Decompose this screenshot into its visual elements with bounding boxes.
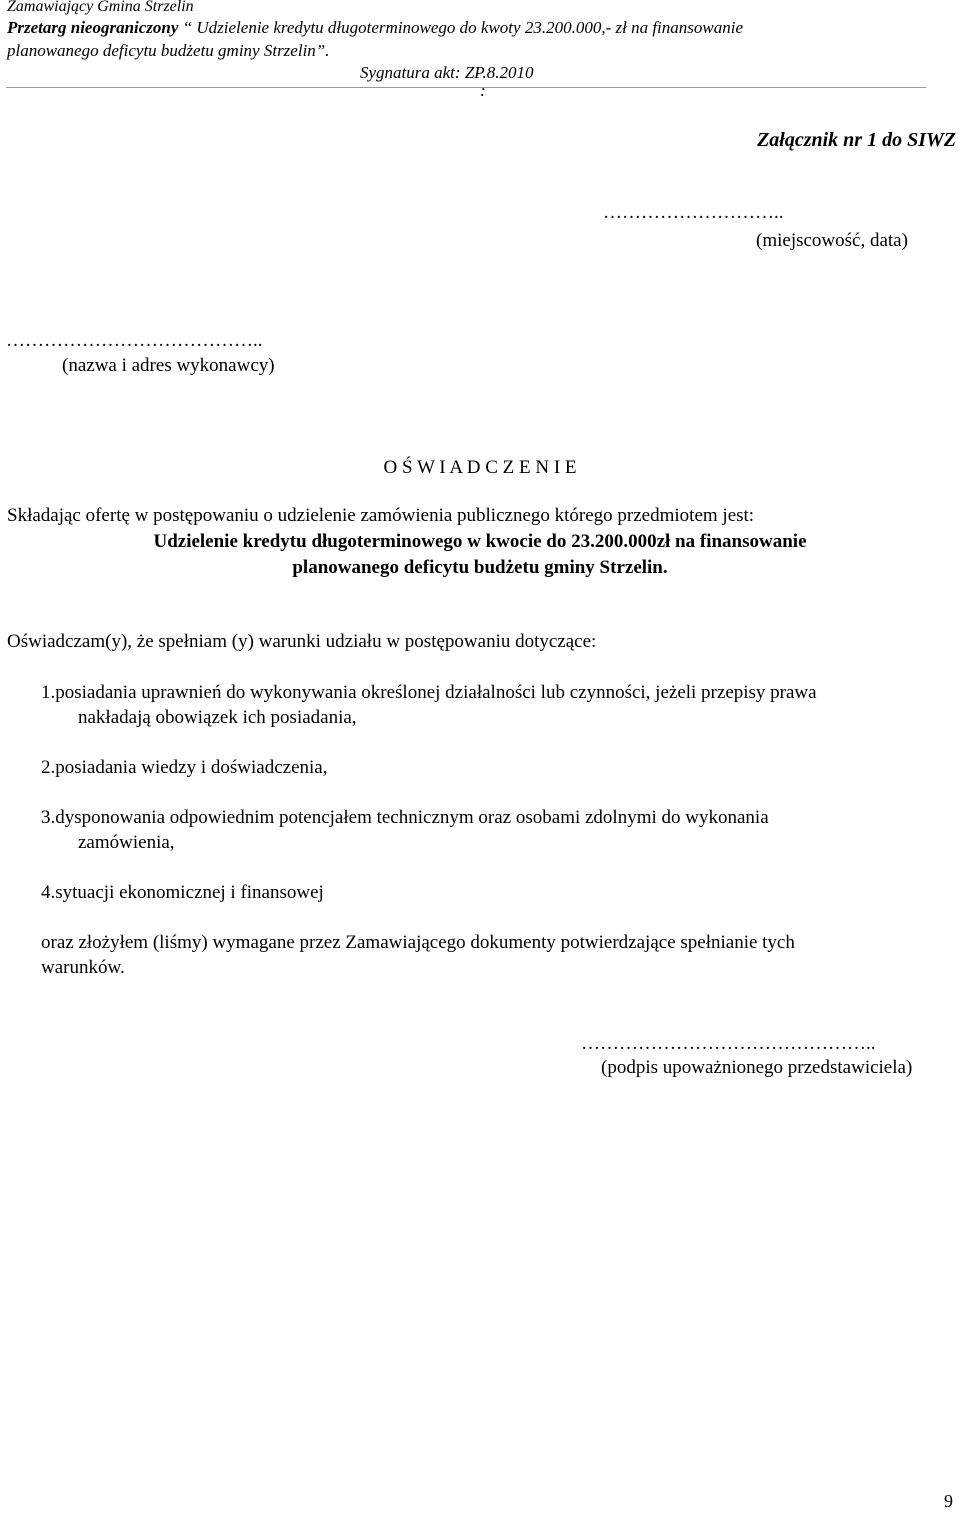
- signature-dots: ………………………………………..: [581, 1033, 876, 1054]
- subject-line2: planowanego deficytu budżetu gminy Strzelin.: [292, 557, 668, 578]
- contractor-dots: …………………………………..: [6, 330, 263, 351]
- tender-type: Przetarg nieograniczony: [7, 18, 179, 37]
- closing-line2: warunków.: [41, 957, 125, 978]
- condition-2: 2.posiadania wiedzy i doświadczenia,: [41, 757, 328, 778]
- declaration-title: O Ś W I A D C Z E N I E: [383, 457, 577, 478]
- condition-1-line2: nakładają obowiązek ich posiadania,: [78, 707, 357, 728]
- tender-title-line2: planowanego deficytu budżetu gminy Strzelin”.: [7, 41, 330, 60]
- header-divider: [6, 87, 926, 88]
- place-date-label: (miejscowość, data): [756, 230, 908, 251]
- condition-3-line2: zamówienia,: [78, 832, 175, 853]
- signature-label: (podpis upoważnionego przedstawiciela): [601, 1057, 913, 1078]
- reference-number: Sygnatura akt: ZP.8.2010: [360, 63, 534, 82]
- tender-heading-line1: [7, 18, 743, 38]
- header-colon: :: [480, 81, 486, 100]
- page-number: 9: [944, 1491, 953, 1511]
- condition-1-line1: 1.posiadania uprawnień do wykonywania określonej działalności lub czynności, jeżeli przepisy prawa: [41, 682, 817, 703]
- closing-line1: oraz złożyłem (liśmy) wymagane przez Zamawiającego dokumenty potwierdzające spełnianie tych: [41, 932, 795, 953]
- tender-title-line1: “ Udzielenie kredytu długoterminowego do kwoty 23.200.000,- zł na finansowanie: [182, 18, 743, 37]
- subject-line1: Udzielenie kredytu długoterminowego w kwocie do 23.200.000zł na finansowanie: [153, 531, 807, 552]
- attachment-label: Załącznik nr 1 do SIWZ: [757, 129, 956, 151]
- intro-text: Składając ofertę w postępowaniu o udzielenie zamówienia publicznego którego przedmiotem jest:: [7, 505, 755, 526]
- statement-text: Oświadczam(y), że spełniam (y) warunki udziału w postępowaniu dotyczące:: [7, 631, 597, 652]
- condition-4: 4.sytuacji ekonomicznej i finansowej: [41, 882, 324, 903]
- contractor-label: (nazwa i adres wykonawcy): [62, 355, 275, 376]
- organization-name: Zamawiający Gmina Strzelin: [7, 0, 194, 15]
- place-date-dots: ………………………..: [603, 202, 784, 223]
- condition-3-line1: 3.dysponowania odpowiednim potencjałem technicznym oraz osobami zdolnymi do wykonania: [41, 807, 769, 828]
